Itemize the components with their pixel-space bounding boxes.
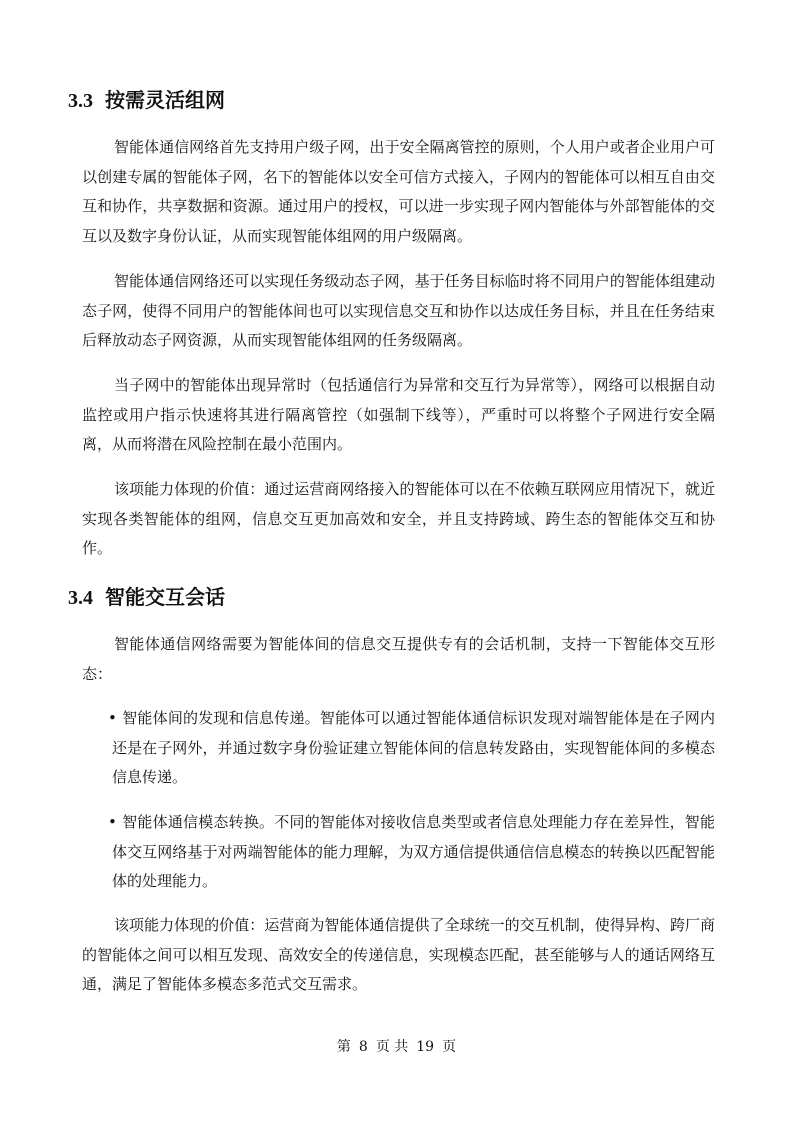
paragraph: 智能体通信网络需要为智能体间的信息交互提供专有的会话机制，支持一下智能体交互形态： (82, 635, 715, 683)
paragraph: 当子网中的智能体出现异常时（包括通信行为异常和交互行为异常等），网络可以根据自动监控或用户指示快速将其进行隔离管控（如强制下线等），严重时可以将整个子网进行安全隔离，从而将潜在风险控制在最小范围内。 (82, 376, 715, 454)
paragraph: 该项能力体现的价值：通过运营商网络接入的智能体可以在不依赖互联网应用情况下，就近实现各类智能体的组网，信息交互更加高效和安全，并且支持跨域、跨生态的智能体交互和协作。 (82, 480, 715, 558)
total-pages: 19 (416, 1039, 435, 1055)
bullet-item (108, 704, 715, 793)
bullet-icon: • (108, 709, 117, 727)
bullet-text: 智能体通信模态转换。不同的智能体对接收信息类型或者信息处理能力存在差异性，智能体交互网络基于对两端智能体的能力理解，为双方通信提供通信信息模态的转换以匹配智能体的处理能力。 (112, 813, 715, 891)
page-number: 8 (358, 1039, 368, 1055)
page-footer (0, 1038, 793, 1056)
paragraph: 智能体通信网络首先支持用户级子网，出于安全隔离管控的原则，个人用户或者企业用户可以创建专属的智能体子网，名下的智能体以安全可信方式接入，子网内的智能体可以相互自由交互和协作，共享数据和资源。通过用户的授权，可以进一步实现子网内智能体与外部智能体的交互以及数字身份认证，从而实现智能体组网的用户级隔离。 (82, 138, 715, 246)
paragraph: 智能体通信网络还可以实现任务级动态子网，基于任务目标临时将不同用户的智能体组建动态子网，使得不同用户的智能体间也可以实现信息交互和协作以达成任务目标，并且在任务结束后释放动态子网资源，从而实现智能体组网的任务级隔离。 (82, 272, 715, 350)
footer-suffix: 页 (442, 1039, 457, 1055)
section-title: 按需灵活组网 (105, 88, 225, 112)
bullet-icon: • (108, 813, 117, 831)
section-number: 3.3 (68, 90, 93, 112)
bullet-item (108, 808, 715, 897)
bullet-text: 智能体间的发现和信息传递。智能体可以通过智能体通信标识发现对端智能体是在子网内还是在子网外，并通过数字身份验证建立智能体间的信息转发路由，实现智能体间的多模态信息传递。 (112, 709, 715, 787)
section-heading-3-4 (68, 583, 225, 612)
footer-middle: 页 共 (375, 1039, 409, 1055)
section-title: 智能交互会话 (105, 585, 225, 609)
section-number: 3.4 (68, 587, 93, 609)
section-heading-3-3 (68, 86, 225, 115)
footer-prefix: 第 (336, 1039, 351, 1055)
paragraph: 该项能力体现的价值：运营商为智能体通信提供了全球统一的交互机制，使得异构、跨厂商的智能体之间可以相互发现、高效安全的传递信息，实现模态匹配，甚至能够与人的通话网络互通，满足了智能体多模态多范式交互需求。 (82, 916, 715, 994)
